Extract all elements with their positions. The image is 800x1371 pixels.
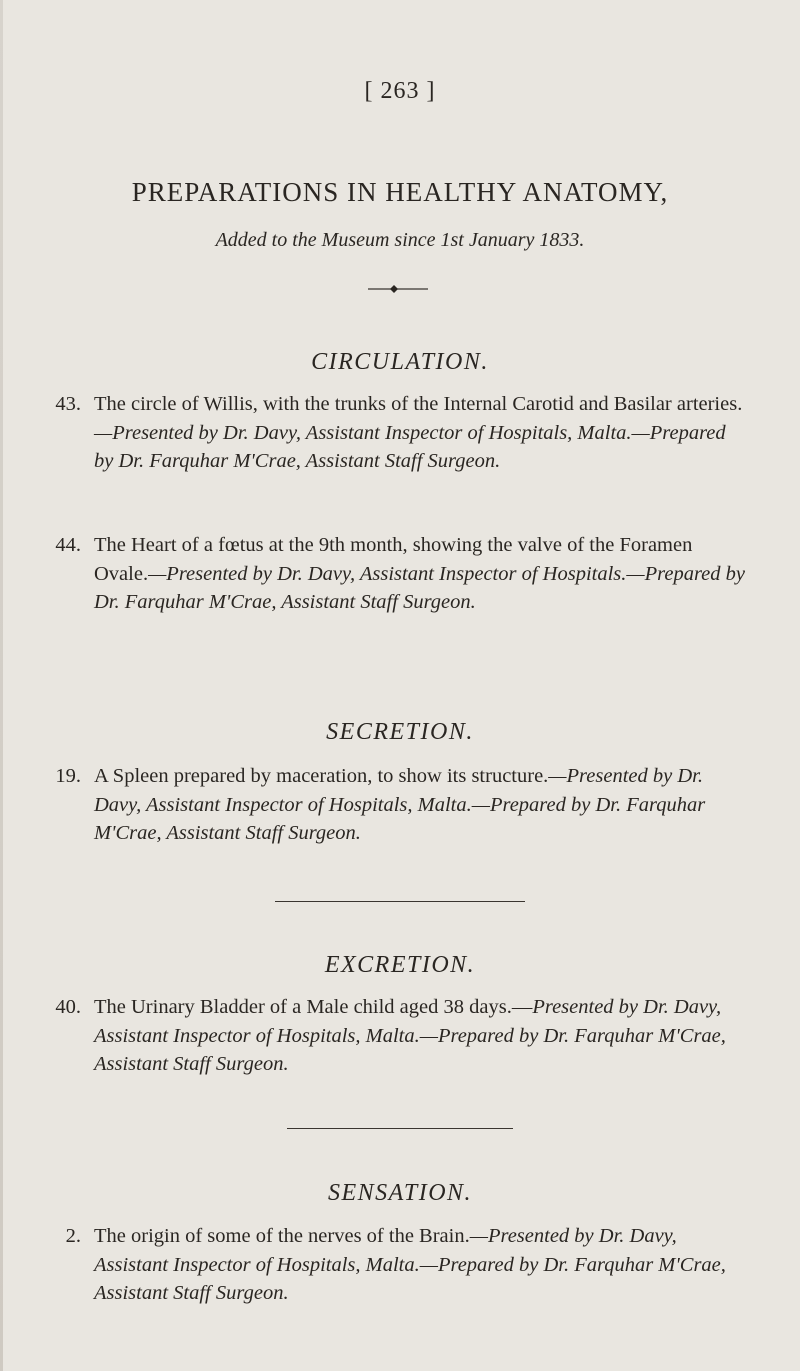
entry-44: [47, 531, 747, 617]
entry-number: 40.: [55, 996, 81, 1018]
entry-number: 44.: [55, 534, 81, 556]
entry-body: [94, 762, 747, 848]
entry-credit: —Presented by Dr. Davy, Assistant Inspector of Hospitals, Malta.—Prepared by Dr. Farquhar M'Crae, Assistant Staff Surgeon.: [94, 421, 726, 472]
diamond-ornament-icon: [368, 282, 428, 296]
entry-40: [47, 993, 747, 1079]
entry-body: [94, 1222, 747, 1308]
section-title-secretion: SECRETION.: [326, 719, 474, 745]
entry-body: [94, 993, 747, 1079]
section-divider: [275, 901, 525, 902]
entry-43: [47, 390, 747, 476]
page-heading: PREPARATIONS IN HEALTHY ANATOMY,: [131, 177, 669, 207]
entry-number: 43.: [55, 393, 81, 415]
entry-text: The Heart of a fœtus at the 9th month, showing the valve of the Foramen Ovale.: [94, 534, 693, 585]
entry-body: [94, 390, 747, 476]
entry-body: [94, 531, 747, 617]
entry-credit: —Presented by Dr. Davy, Assistant Inspector of Hospitals, Malta.—Prepared by Dr. Farquhar M'Crae, Assistant Staff Surgeon.: [94, 1225, 726, 1304]
entry-credit: —Presented by Dr. Davy, Assistant Inspector of Hospitals.—Prepared by Dr. Farquhar M'Crae, Assistant Staff Surgeon.: [94, 562, 745, 613]
entry-text: The origin of some of the nerves of the Brain.: [94, 1225, 470, 1247]
entry-2: [47, 1222, 747, 1308]
entry-text: The Urinary Bladder of a Male child aged 38 days.—: [94, 996, 533, 1018]
entry-text: The circle of Willis, with the trunks of the Internal Carotid and Basilar arteries.: [94, 393, 743, 415]
section-title-circulation: CIRCULATION.: [311, 349, 489, 375]
entry-text: A Spleen prepared by maceration, to show its structure.: [94, 765, 549, 787]
page-number: [ 263 ]: [364, 78, 436, 104]
section-title-sensation: SENSATION.: [327, 1180, 473, 1206]
entry-credit: —Presented by Dr. Davy, Assistant Inspector of Hospitals, Malta.—Prepared by Dr. Farquhar M'Crae, Assistant Staff Surgeon.: [94, 765, 706, 844]
entry-19: [47, 762, 747, 848]
section-divider: [287, 1128, 513, 1129]
page-subheading: Added to the Museum since 1st January 1833.: [215, 229, 585, 251]
entry-number: 19.: [55, 765, 81, 787]
entry-credit: Presented by Dr. Davy, Assistant Inspector of Hospitals, Malta.—Prepared by Dr. Farquhar M'Crae, Assistant Staff Surgeon.: [94, 996, 726, 1075]
section-title-excretion: EXCRETION.: [324, 952, 476, 978]
entry-number: 2.: [65, 1225, 81, 1247]
